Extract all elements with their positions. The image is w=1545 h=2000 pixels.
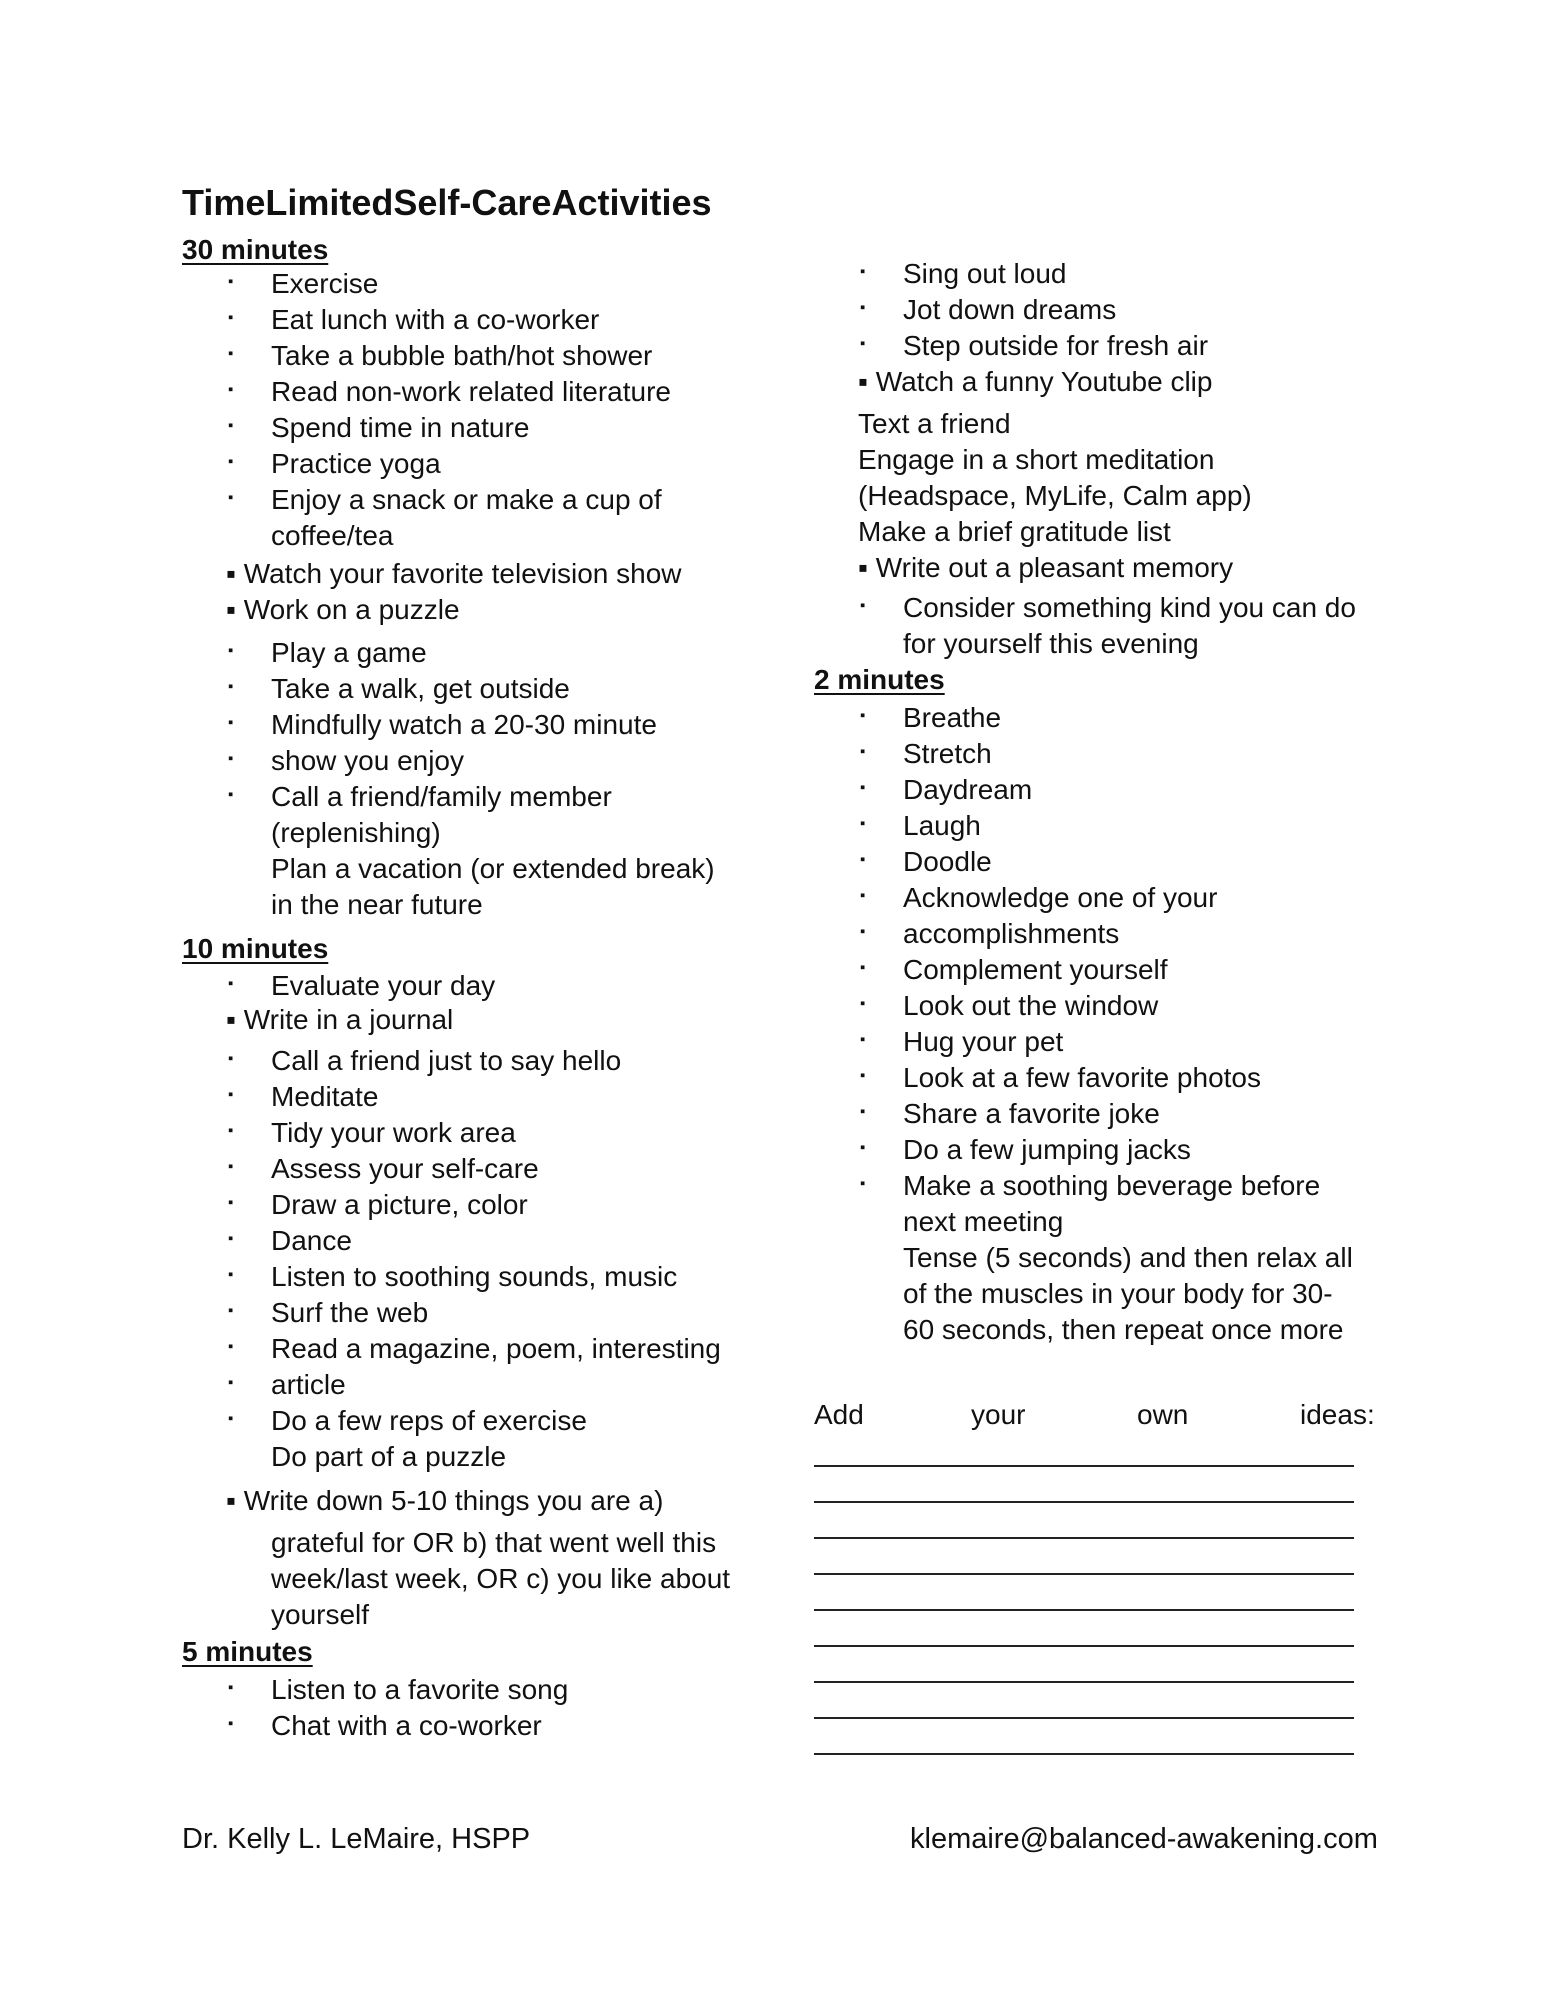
bullet-icon: ▪: [860, 1175, 866, 1192]
write-in-line[interactable]: [814, 1609, 1354, 1611]
list-item: yourself: [271, 1599, 370, 1630]
bullet-icon: ▪: [228, 1122, 234, 1139]
own-ideas-word: ideas:: [1300, 1399, 1375, 1430]
list-item: Call a friend just to say hello: [271, 1045, 622, 1076]
list-item: week/last week, OR c) you like about: [271, 1563, 731, 1594]
list-item: Daydream: [903, 774, 1033, 805]
write-in-line[interactable]: [814, 1465, 1354, 1467]
list-item: Enjoy a snack or make a cup of: [271, 484, 662, 515]
bullet-icon: ▪: [860, 743, 866, 760]
list-item: Breathe: [903, 702, 1002, 733]
list-item: Tense (5 seconds) and then relax all: [903, 1242, 1353, 1273]
list-item: Look out the window: [903, 990, 1159, 1021]
list-item: Jot down dreams: [903, 294, 1117, 325]
bullet-icon: ▪: [860, 815, 866, 832]
list-item: Evaluate your day: [271, 970, 496, 1001]
list-item: Assess your self-care: [271, 1153, 539, 1184]
bullet-icon: ▪: [228, 1086, 234, 1103]
bullet-icon: ▪: [228, 453, 234, 470]
list-item: Laugh: [903, 810, 981, 841]
list-item: article: [271, 1369, 346, 1400]
bullet-icon: ▪: [228, 642, 234, 659]
write-in-line[interactable]: [814, 1501, 1354, 1503]
list-item: Stretch: [903, 738, 992, 769]
bullet-icon: ▪: [228, 678, 234, 695]
bullet-icon: ▪: [860, 959, 866, 976]
footer-email[interactable]: klemaire@balanced-awakening.com: [910, 1823, 1378, 1855]
list-item: in the near future: [271, 889, 483, 920]
bullet-icon: ▪: [228, 786, 234, 803]
list-item: Exercise: [271, 268, 379, 299]
list-item: coffee/tea: [271, 520, 394, 551]
bullet-icon: ▪: [228, 1230, 234, 1247]
bullet-icon: ▪: [228, 1302, 234, 1319]
bullet-icon: ▪: [860, 299, 866, 316]
list-item: ▪ Write down 5-10 things you are a): [226, 1485, 664, 1516]
bullet-icon: ▪: [860, 335, 866, 352]
list-item: accomplishments: [903, 918, 1120, 949]
bullet-icon: ▪: [228, 1679, 234, 1696]
list-item: Take a walk, get outside: [271, 673, 570, 704]
list-item: Surf the web: [271, 1297, 429, 1328]
list-item: Eat lunch with a co-worker: [271, 304, 600, 335]
bullet-icon: ▪: [860, 995, 866, 1012]
list-item: Practice yoga: [271, 448, 441, 479]
list-item: Chat with a co-worker: [271, 1710, 542, 1741]
list-item: Spend time in nature: [271, 412, 530, 443]
list-item: ▪ Watch a funny Youtube clip: [858, 366, 1213, 397]
bullet-icon: ▪: [228, 1194, 234, 1211]
list-item: Make a soothing beverage before: [903, 1170, 1321, 1201]
list-item: Tidy your work area: [271, 1117, 516, 1148]
bullet-icon: ▪: [860, 597, 866, 614]
list-item: ▪ Watch your favorite television show: [226, 558, 682, 589]
list-item: Complement yourself: [903, 954, 1168, 985]
section-heading-30-minutes: 30 minutes: [182, 234, 329, 265]
list-item: (replenishing): [271, 817, 441, 848]
list-item: Dance: [271, 1225, 352, 1256]
list-item: Do part of a puzzle: [271, 1441, 507, 1472]
list-item: Mindfully watch a 20-30 minute: [271, 709, 657, 740]
list-item: Acknowledge one of your: [903, 882, 1218, 913]
bullet-icon: ▪: [860, 707, 866, 724]
list-item: Step outside for fresh air: [903, 330, 1209, 361]
bullet-icon: ▪: [860, 923, 866, 940]
bullet-icon: ▪: [228, 1158, 234, 1175]
bullet-icon: ▪: [228, 1266, 234, 1283]
own-ideas-word: Add: [814, 1399, 864, 1430]
bullet-icon: ▪: [228, 309, 234, 326]
bullet-icon: ▪: [228, 345, 234, 362]
list-item: Do a few reps of exercise: [271, 1405, 587, 1436]
bullet-icon: ▪: [860, 263, 866, 280]
bullet-icon: ▪: [860, 779, 866, 796]
list-item: Consider something kind you can do: [903, 592, 1356, 623]
list-item: Read a magazine, poem, interesting: [271, 1333, 721, 1364]
bullet-icon: ▪: [860, 1139, 866, 1156]
section-heading-5-minutes: 5 minutes: [182, 1636, 313, 1667]
list-item: Do a few jumping jacks: [903, 1134, 1191, 1165]
bullet-icon: ▪: [860, 851, 866, 868]
list-item: ▪ Write in a journal: [226, 1004, 454, 1035]
list-item: Listen to soothing sounds, music: [271, 1261, 678, 1292]
section-heading-10-minutes: 10 minutes: [182, 933, 329, 964]
bullet-icon: ▪: [228, 1050, 234, 1067]
list-item: (Headspace, MyLife, Calm app): [858, 480, 1252, 511]
bullet-icon: ▪: [228, 1410, 234, 1427]
bullet-icon: ▪: [228, 975, 234, 992]
bullet-icon: ▪: [228, 489, 234, 506]
bullet-icon: ▪: [860, 887, 866, 904]
section-heading-2-minutes: 2 minutes: [814, 664, 945, 695]
list-item: Look at a few favorite photos: [903, 1062, 1261, 1093]
bullet-icon: ▪: [228, 417, 234, 434]
write-in-line[interactable]: [814, 1681, 1354, 1683]
bullet-icon: ▪: [228, 1338, 234, 1355]
bullet-icon: ▪: [228, 1374, 234, 1391]
list-item: Sing out loud: [903, 258, 1067, 289]
bullet-icon: ▪: [860, 1103, 866, 1120]
bullet-icon: ▪: [860, 1031, 866, 1048]
list-item: for yourself this evening: [903, 628, 1199, 659]
footer-author: Dr. Kelly L. LeMaire, HSPP: [182, 1823, 531, 1855]
list-item: Text a friend: [858, 408, 1011, 439]
write-in-line[interactable]: [814, 1753, 1354, 1755]
list-item: Share a favorite joke: [903, 1098, 1160, 1129]
list-item: Read non-work related literature: [271, 376, 671, 407]
list-item: Draw a picture, color: [271, 1189, 528, 1220]
list-item: next meeting: [903, 1206, 1064, 1237]
list-item: of the muscles in your body for 30-: [903, 1278, 1333, 1309]
own-ideas-word: own: [1137, 1399, 1189, 1430]
list-item: show you enjoy: [271, 745, 465, 776]
list-item: 60 seconds, then repeat once more: [903, 1314, 1344, 1345]
list-item: Listen to a favorite song: [271, 1674, 569, 1705]
bullet-icon: ▪: [860, 1067, 866, 1084]
list-item: ▪ Write out a pleasant memory: [858, 552, 1234, 583]
list-item: Engage in a short meditation: [858, 444, 1215, 475]
list-item: grateful for OR b) that went well this: [271, 1527, 717, 1558]
write-in-line[interactable]: [814, 1573, 1354, 1575]
write-in-line[interactable]: [814, 1645, 1354, 1647]
list-item: Meditate: [271, 1081, 379, 1112]
own-ideas-word: your: [971, 1399, 1026, 1430]
bullet-icon: ▪: [228, 750, 234, 767]
bullet-icon: ▪: [228, 1715, 234, 1732]
list-item: Take a bubble bath/hot shower: [271, 340, 653, 371]
bullet-icon: ▪: [228, 381, 234, 398]
list-item: Plan a vacation (or extended break): [271, 853, 715, 884]
bullet-icon: ▪: [228, 273, 234, 290]
list-item: Play a game: [271, 637, 427, 668]
list-item: Make a brief gratitude list: [858, 516, 1171, 547]
bullet-icon: ▪: [228, 714, 234, 731]
list-item: Doodle: [903, 846, 992, 877]
list-item: ▪ Work on a puzzle: [226, 594, 460, 625]
list-item: Call a friend/family member: [271, 781, 612, 812]
page-title: TimeLimitedSelf-CareActivities: [182, 182, 712, 223]
write-in-line[interactable]: [814, 1717, 1354, 1719]
write-in-line[interactable]: [814, 1537, 1354, 1539]
list-item: Hug your pet: [903, 1026, 1064, 1057]
